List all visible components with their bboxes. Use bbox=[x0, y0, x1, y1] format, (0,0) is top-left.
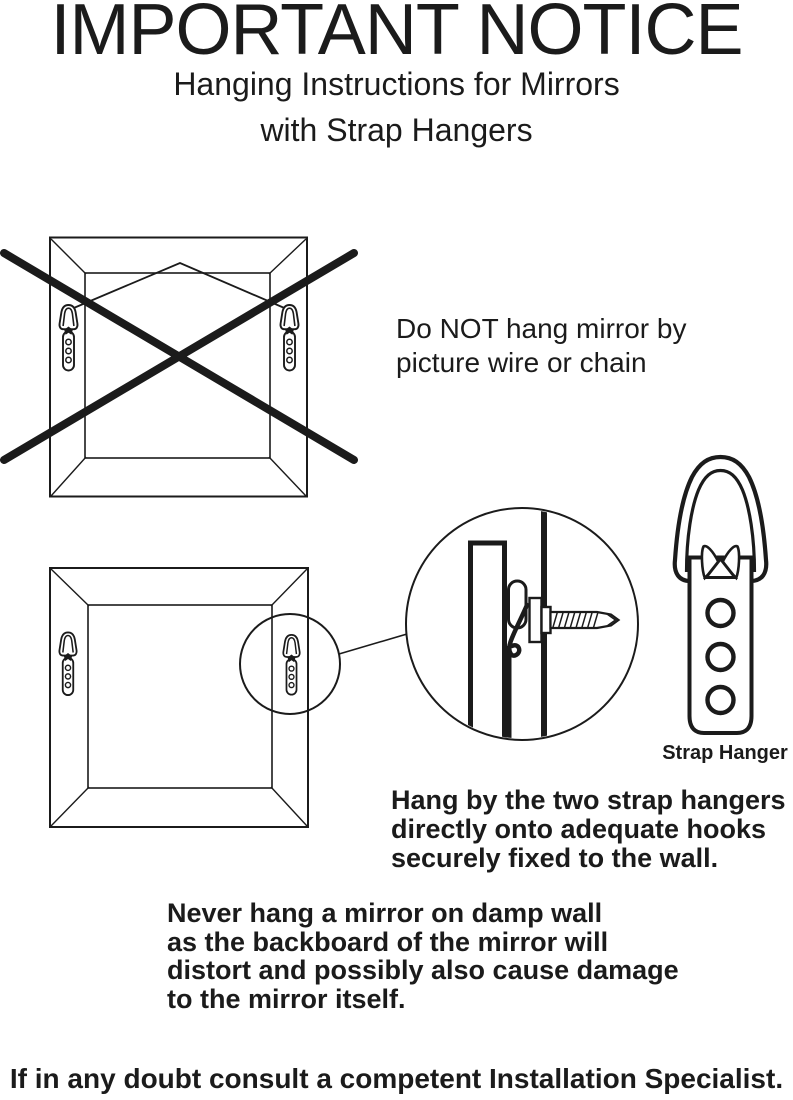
crossed-mirror-diagram bbox=[4, 238, 354, 497]
specialist-footer-note: If in any doubt consult a competent Installation Specialist. bbox=[9, 1063, 784, 1094]
page-title: IMPORTANT NOTICE bbox=[50, 0, 743, 70]
note-line: directly onto adequate hooks bbox=[391, 814, 767, 844]
hook-collar bbox=[542, 607, 551, 633]
magnifier-connector-line bbox=[339, 634, 407, 654]
strap-hanger-illustration bbox=[675, 457, 766, 733]
note-line: to the mirror itself. bbox=[167, 983, 406, 1014]
mirror-frame-cross-section bbox=[471, 543, 505, 750]
strap-hanger-icon bbox=[283, 635, 299, 695]
subtitle-line: Hanging Instructions for Mirrors bbox=[173, 66, 620, 102]
strap-hanger-hole bbox=[708, 687, 734, 713]
do-not-hang-note bbox=[396, 312, 686, 380]
strap-hanger-icon bbox=[60, 305, 78, 371]
mirror-frame-inner bbox=[85, 273, 270, 458]
correct-mirror-diagram bbox=[50, 568, 407, 827]
hook-flange bbox=[530, 598, 542, 642]
mirror-frame-inner bbox=[88, 605, 272, 788]
subtitle-line: with Strap Hangers bbox=[260, 112, 533, 148]
note-line: as the backboard of the mirror will bbox=[167, 926, 609, 957]
damp-wall-note bbox=[167, 899, 679, 1013]
page-subtitle bbox=[0, 61, 793, 153]
note-line: Do NOT hang mirror by bbox=[396, 313, 687, 344]
strap-hanger-hole bbox=[708, 644, 734, 670]
note-line: distort and possibly also cause damage bbox=[167, 955, 679, 985]
strap-hanger-icon bbox=[59, 632, 76, 695]
hook-detail-magnifier bbox=[406, 508, 638, 750]
strap-hanger-label: Strap Hanger bbox=[662, 742, 788, 764]
note-line: picture wire or chain bbox=[396, 347, 647, 378]
strap-hanger-icon bbox=[281, 305, 299, 371]
note-line: Never hang a mirror on damp wall bbox=[167, 898, 603, 928]
note-line: securely fixed to the wall. bbox=[391, 843, 719, 873]
hang-by-note bbox=[391, 786, 786, 873]
note-line: Hang by the two strap hangers bbox=[391, 785, 786, 815]
strap-hanger-hole bbox=[708, 600, 734, 626]
